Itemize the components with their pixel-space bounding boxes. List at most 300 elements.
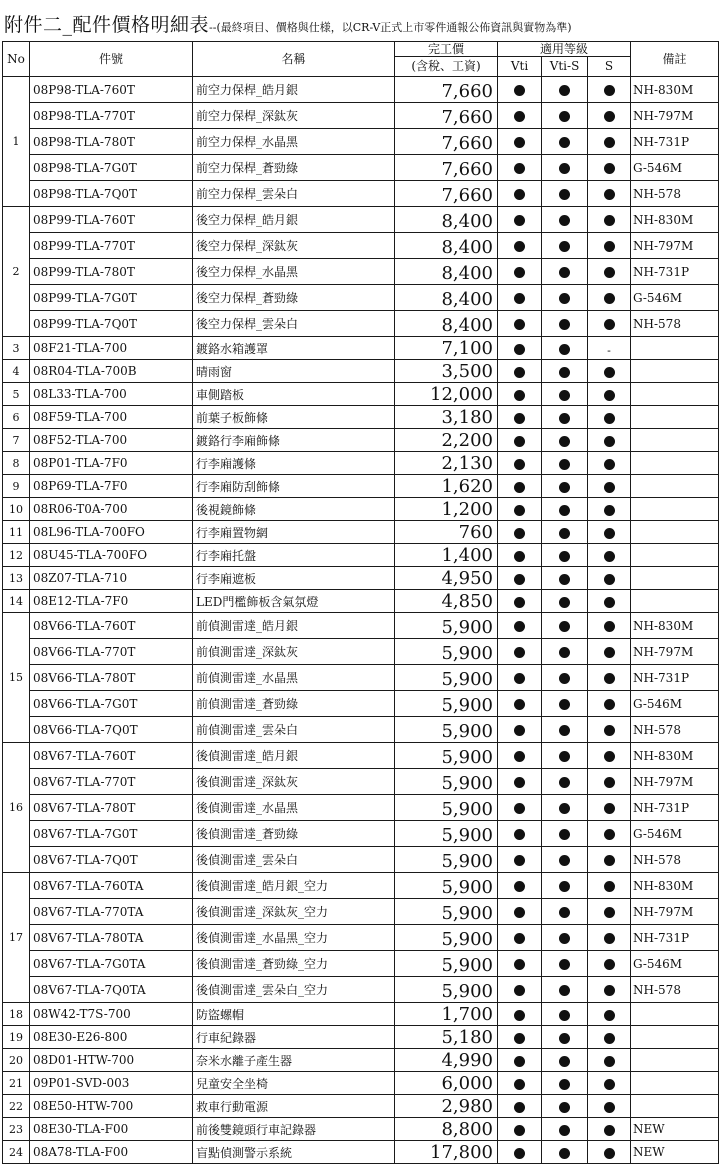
grade-vti-cell bbox=[498, 590, 542, 613]
applicable-dot-icon bbox=[604, 390, 615, 401]
applicable-dot-icon bbox=[604, 829, 615, 840]
grade-s-cell bbox=[588, 337, 631, 360]
grade-vti-cell bbox=[498, 1049, 542, 1072]
part-number: 08V66-TLA-760T bbox=[30, 613, 193, 639]
grade-vtis-cell bbox=[542, 717, 588, 743]
part-number: 08P99-TLA-7Q0T bbox=[30, 311, 193, 337]
grade-s-cell bbox=[588, 1072, 631, 1095]
table-row bbox=[3, 873, 719, 899]
grade-s-cell bbox=[588, 475, 631, 498]
applicable-dot-icon bbox=[514, 551, 525, 562]
grade-vti-cell bbox=[498, 311, 542, 337]
part-name: 前偵測雷達_深鈦灰 bbox=[193, 639, 395, 665]
grade-s-cell bbox=[588, 613, 631, 639]
table-row bbox=[3, 521, 719, 544]
applicable-dot-icon bbox=[559, 390, 570, 401]
color-code-note bbox=[631, 521, 719, 544]
grade-vti-cell bbox=[498, 1003, 542, 1026]
grade-s-cell bbox=[588, 406, 631, 429]
part-name: 前空力保桿_水晶黑 bbox=[193, 129, 395, 155]
table-row bbox=[3, 691, 719, 717]
table-row bbox=[3, 1141, 719, 1164]
header-part: 件號 bbox=[30, 42, 193, 77]
table-row bbox=[3, 360, 719, 383]
applicable-dot-icon bbox=[604, 459, 615, 470]
table-row bbox=[3, 1049, 719, 1072]
header-note: 備註 bbox=[631, 42, 719, 77]
grade-vtis-cell bbox=[542, 925, 588, 951]
applicable-dot-icon bbox=[559, 267, 570, 278]
price-value: 760 bbox=[395, 521, 498, 544]
grade-s-cell bbox=[588, 847, 631, 873]
color-code-note: NH-578 bbox=[631, 311, 719, 337]
color-code-note bbox=[631, 475, 719, 498]
part-name: 行李廂遮板 bbox=[193, 567, 395, 590]
color-code-note bbox=[631, 452, 719, 475]
grade-s-cell bbox=[588, 1049, 631, 1072]
applicable-dot-icon bbox=[604, 1010, 615, 1021]
part-name: 後視鏡飾條 bbox=[193, 498, 395, 521]
price-value: 1,400 bbox=[395, 544, 498, 567]
part-name: 後偵測雷達_皓月銀 bbox=[193, 743, 395, 769]
applicable-dot-icon bbox=[514, 881, 525, 892]
applicable-dot-icon bbox=[559, 881, 570, 892]
grade-vti-cell bbox=[498, 77, 542, 103]
applicable-dot-icon bbox=[514, 189, 525, 200]
row-number: 2 bbox=[3, 207, 30, 337]
color-code-note: NH-797M bbox=[631, 639, 719, 665]
applicable-dot-icon bbox=[559, 137, 570, 148]
part-name: 後偵測雷達_蒼勁綠_空力 bbox=[193, 951, 395, 977]
applicable-dot-icon bbox=[514, 1056, 525, 1067]
grade-s-cell bbox=[588, 129, 631, 155]
applicable-dot-icon bbox=[604, 777, 615, 788]
price-value: 5,900 bbox=[395, 717, 498, 743]
grade-vti-cell bbox=[498, 769, 542, 795]
grade-vti-cell bbox=[498, 383, 542, 406]
applicable-dot-icon bbox=[604, 111, 615, 122]
applicable-dot-icon bbox=[514, 367, 525, 378]
grade-s-cell bbox=[588, 429, 631, 452]
row-number: 8 bbox=[3, 452, 30, 475]
part-name: 晴雨窗 bbox=[193, 360, 395, 383]
document-title bbox=[4, 10, 720, 40]
table-row bbox=[3, 1072, 719, 1095]
grade-vtis-cell bbox=[542, 207, 588, 233]
grade-vtis-cell bbox=[542, 665, 588, 691]
applicable-dot-icon bbox=[559, 1010, 570, 1021]
applicable-dot-icon bbox=[604, 215, 615, 226]
applicable-dot-icon bbox=[559, 647, 570, 658]
price-value: 5,900 bbox=[395, 925, 498, 951]
grade-vtis-cell bbox=[542, 613, 588, 639]
part-number: 08P99-TLA-780T bbox=[30, 259, 193, 285]
applicable-dot-icon bbox=[604, 855, 615, 866]
applicable-dot-icon bbox=[514, 907, 525, 918]
price-value: 7,660 bbox=[395, 129, 498, 155]
part-number: 08V67-TLA-760T bbox=[30, 743, 193, 769]
applicable-dot-icon bbox=[514, 751, 525, 762]
table-row bbox=[3, 544, 719, 567]
applicable-dot-icon bbox=[514, 436, 525, 447]
price-value: 8,400 bbox=[395, 207, 498, 233]
part-name: LED門檻飾板含氣氛燈 bbox=[193, 590, 395, 613]
applicable-dot-icon bbox=[514, 413, 525, 424]
part-number: 08V66-TLA-7G0T bbox=[30, 691, 193, 717]
grade-vti-cell bbox=[498, 821, 542, 847]
grade-s-cell bbox=[588, 1003, 631, 1026]
table-row bbox=[3, 743, 719, 769]
grade-vti-cell bbox=[498, 498, 542, 521]
part-name: 後偵測雷達_水晶黑 bbox=[193, 795, 395, 821]
applicable-dot-icon bbox=[514, 647, 525, 658]
price-value: 8,400 bbox=[395, 233, 498, 259]
part-name: 鍍鉻行李廂飾條 bbox=[193, 429, 395, 452]
color-code-note: NH-578 bbox=[631, 847, 719, 873]
header-grade: 適用等級 bbox=[498, 42, 631, 57]
grade-vti-cell bbox=[498, 1072, 542, 1095]
color-code-note: NH-830M bbox=[631, 613, 719, 639]
price-value: 1,620 bbox=[395, 475, 498, 498]
part-number: 08V66-TLA-770T bbox=[30, 639, 193, 665]
price-value: 7,660 bbox=[395, 103, 498, 129]
grade-s-cell bbox=[588, 1118, 631, 1141]
grade-vtis-cell bbox=[542, 1026, 588, 1049]
table-row bbox=[3, 129, 719, 155]
applicable-dot-icon bbox=[604, 803, 615, 814]
part-name: 前偵測雷達_皓月銀 bbox=[193, 613, 395, 639]
applicable-dot-icon bbox=[604, 574, 615, 585]
applicable-dot-icon bbox=[514, 85, 525, 96]
color-code-note: NH-731P bbox=[631, 665, 719, 691]
applicable-dot-icon bbox=[514, 985, 525, 996]
part-number: 08P99-TLA-7G0T bbox=[30, 285, 193, 311]
color-code-note bbox=[631, 360, 719, 383]
grade-vtis-cell bbox=[542, 769, 588, 795]
part-name: 兒童安全坐椅 bbox=[193, 1072, 395, 1095]
applicable-dot-icon bbox=[514, 829, 525, 840]
applicable-dot-icon bbox=[559, 985, 570, 996]
grade-s-cell bbox=[588, 769, 631, 795]
part-number: 08V66-TLA-7Q0T bbox=[30, 717, 193, 743]
grade-vtis-cell bbox=[542, 452, 588, 475]
price-value: 8,800 bbox=[395, 1118, 498, 1141]
applicable-dot-icon bbox=[514, 1033, 525, 1044]
grade-vti-cell bbox=[498, 1026, 542, 1049]
price-table bbox=[2, 41, 719, 1164]
applicable-dot-icon bbox=[604, 1102, 615, 1113]
grade-vti-cell bbox=[498, 743, 542, 769]
row-number: 6 bbox=[3, 406, 30, 429]
price-value: 6,000 bbox=[395, 1072, 498, 1095]
part-number: 09P01-SVD-003 bbox=[30, 1072, 193, 1095]
grade-vtis-cell bbox=[542, 77, 588, 103]
applicable-dot-icon bbox=[559, 777, 570, 788]
part-number: 08L96-TLA-700FO bbox=[30, 521, 193, 544]
part-number: 08P01-TLA-7F0 bbox=[30, 452, 193, 475]
applicable-dot-icon bbox=[604, 482, 615, 493]
applicable-dot-icon bbox=[514, 482, 525, 493]
part-number: 08P98-TLA-7G0T bbox=[30, 155, 193, 181]
applicable-dot-icon bbox=[604, 985, 615, 996]
applicable-dot-icon bbox=[604, 241, 615, 252]
color-code-note: NH-797M bbox=[631, 233, 719, 259]
part-number: 08V67-TLA-770T bbox=[30, 769, 193, 795]
row-number: 13 bbox=[3, 567, 30, 590]
grade-s-cell bbox=[588, 498, 631, 521]
applicable-dot-icon bbox=[514, 725, 525, 736]
price-value: 5,900 bbox=[395, 769, 498, 795]
price-value: 1,200 bbox=[395, 498, 498, 521]
price-value: 5,900 bbox=[395, 613, 498, 639]
grade-vtis-cell bbox=[542, 821, 588, 847]
applicable-dot-icon bbox=[559, 215, 570, 226]
row-number: 19 bbox=[3, 1026, 30, 1049]
row-number: 10 bbox=[3, 498, 30, 521]
part-number: 08P99-TLA-770T bbox=[30, 233, 193, 259]
table-row bbox=[3, 452, 719, 475]
table-row bbox=[3, 337, 719, 360]
part-number: 08R04-TLA-700B bbox=[30, 360, 193, 383]
grade-s-cell bbox=[588, 925, 631, 951]
applicable-dot-icon bbox=[604, 621, 615, 632]
grade-vtis-cell bbox=[542, 103, 588, 129]
applicable-dot-icon bbox=[514, 111, 525, 122]
applicable-dot-icon bbox=[559, 751, 570, 762]
grade-s-cell bbox=[588, 567, 631, 590]
applicable-dot-icon bbox=[514, 267, 525, 278]
table-row bbox=[3, 717, 719, 743]
applicable-dot-icon bbox=[514, 574, 525, 585]
applicable-dot-icon bbox=[559, 413, 570, 424]
applicable-dot-icon bbox=[559, 933, 570, 944]
part-number: 08V67-TLA-770TA bbox=[30, 899, 193, 925]
applicable-dot-icon bbox=[559, 673, 570, 684]
color-code-note bbox=[631, 1072, 719, 1095]
table-row bbox=[3, 951, 719, 977]
table-row bbox=[3, 977, 719, 1003]
grade-s-cell bbox=[588, 691, 631, 717]
applicable-dot-icon bbox=[604, 293, 615, 304]
part-number: 08V67-TLA-7G0T bbox=[30, 821, 193, 847]
part-name: 前後雙鏡頭行車記錄器 bbox=[193, 1118, 395, 1141]
grade-vti-cell bbox=[498, 717, 542, 743]
color-code-note: NEW bbox=[631, 1141, 719, 1164]
part-name: 後空力保桿_皓月銀 bbox=[193, 207, 395, 233]
applicable-dot-icon bbox=[559, 597, 570, 608]
color-code-note: NH-830M bbox=[631, 743, 719, 769]
grade-vti-cell bbox=[498, 925, 542, 951]
part-number: 08A78-TLA-F00 bbox=[30, 1141, 193, 1164]
color-code-note: G-546M bbox=[631, 155, 719, 181]
row-number: 21 bbox=[3, 1072, 30, 1095]
part-number: 08V67-TLA-760TA bbox=[30, 873, 193, 899]
part-name: 奈米水離子產生器 bbox=[193, 1049, 395, 1072]
applicable-dot-icon bbox=[604, 1056, 615, 1067]
price-value: 4,850 bbox=[395, 590, 498, 613]
grade-vti-cell bbox=[498, 544, 542, 567]
price-value: 5,900 bbox=[395, 899, 498, 925]
part-name: 後偵測雷達_水晶黑_空力 bbox=[193, 925, 395, 951]
color-code-note: G-546M bbox=[631, 821, 719, 847]
grade-vtis-cell bbox=[542, 337, 588, 360]
applicable-dot-icon bbox=[514, 1010, 525, 1021]
grade-vti-cell bbox=[498, 259, 542, 285]
applicable-dot-icon bbox=[514, 621, 525, 632]
price-value: 5,900 bbox=[395, 639, 498, 665]
grade-s-cell bbox=[588, 233, 631, 259]
part-name: 行李廂護條 bbox=[193, 452, 395, 475]
applicable-dot-icon bbox=[514, 215, 525, 226]
part-name: 行李廂置物網 bbox=[193, 521, 395, 544]
part-number: 08F59-TLA-700 bbox=[30, 406, 193, 429]
grade-vtis-cell bbox=[542, 847, 588, 873]
row-number: 7 bbox=[3, 429, 30, 452]
table-row bbox=[3, 77, 719, 103]
price-value: 4,990 bbox=[395, 1049, 498, 1072]
grade-s-cell bbox=[588, 383, 631, 406]
header-row-1 bbox=[3, 42, 719, 57]
grade-vti-cell bbox=[498, 951, 542, 977]
applicable-dot-icon bbox=[559, 1125, 570, 1136]
applicable-dot-icon bbox=[559, 907, 570, 918]
grade-vtis-cell bbox=[542, 521, 588, 544]
color-code-note: G-546M bbox=[631, 691, 719, 717]
grade-vti-cell bbox=[498, 285, 542, 311]
applicable-dot-icon bbox=[604, 725, 615, 736]
applicable-dot-icon bbox=[604, 673, 615, 684]
color-code-note: NH-731P bbox=[631, 795, 719, 821]
price-value: 2,130 bbox=[395, 452, 498, 475]
table-row bbox=[3, 103, 719, 129]
table-row bbox=[3, 475, 719, 498]
color-code-note: NH-578 bbox=[631, 181, 719, 207]
grade-vtis-cell bbox=[542, 977, 588, 1003]
part-number: 08V67-TLA-7Q0T bbox=[30, 847, 193, 873]
price-value: 3,500 bbox=[395, 360, 498, 383]
grade-vti-cell bbox=[498, 977, 542, 1003]
applicable-dot-icon bbox=[604, 699, 615, 710]
price-value: 7,660 bbox=[395, 181, 498, 207]
applicable-dot-icon bbox=[604, 189, 615, 200]
applicable-dot-icon bbox=[604, 933, 615, 944]
grade-s-cell bbox=[588, 207, 631, 233]
grade-vti-cell bbox=[498, 406, 542, 429]
grade-vti-cell bbox=[498, 452, 542, 475]
applicable-dot-icon bbox=[604, 505, 615, 516]
table-row bbox=[3, 429, 719, 452]
color-code-note: NH-797M bbox=[631, 103, 719, 129]
grade-vtis-cell bbox=[542, 743, 588, 769]
table-row bbox=[3, 567, 719, 590]
applicable-dot-icon bbox=[604, 163, 615, 174]
row-number: 15 bbox=[3, 613, 30, 743]
applicable-dot-icon bbox=[514, 459, 525, 470]
applicable-dot-icon bbox=[559, 1148, 570, 1159]
grade-vti-cell bbox=[498, 155, 542, 181]
grade-vti-cell bbox=[498, 475, 542, 498]
grade-vti-cell bbox=[498, 1141, 542, 1164]
price-value: 5,900 bbox=[395, 821, 498, 847]
color-code-note: NH-731P bbox=[631, 925, 719, 951]
grade-vtis-cell bbox=[542, 544, 588, 567]
applicable-dot-icon bbox=[604, 647, 615, 658]
color-code-note bbox=[631, 544, 719, 567]
part-name: 行車紀錄器 bbox=[193, 1026, 395, 1049]
price-value: 5,900 bbox=[395, 795, 498, 821]
grade-s-cell bbox=[588, 899, 631, 925]
applicable-dot-icon bbox=[604, 367, 615, 378]
table-row bbox=[3, 285, 719, 311]
part-name: 後偵測雷達_蒼勁綠 bbox=[193, 821, 395, 847]
part-name: 救車行動電源 bbox=[193, 1095, 395, 1118]
part-name: 前葉子板飾條 bbox=[193, 406, 395, 429]
price-value: 4,950 bbox=[395, 567, 498, 590]
applicable-dot-icon bbox=[514, 699, 525, 710]
part-number: 08V67-TLA-780T bbox=[30, 795, 193, 821]
applicable-dot-icon bbox=[514, 319, 525, 330]
grade-vti-cell bbox=[498, 429, 542, 452]
applicable-dot-icon bbox=[514, 1079, 525, 1090]
color-code-note: NH-797M bbox=[631, 769, 719, 795]
grade-vti-cell bbox=[498, 129, 542, 155]
row-number: 11 bbox=[3, 521, 30, 544]
part-number: 08P98-TLA-780T bbox=[30, 129, 193, 155]
header-vti: Vti bbox=[498, 57, 542, 77]
grade-s-cell bbox=[588, 259, 631, 285]
table-row bbox=[3, 1118, 719, 1141]
grade-vti-cell bbox=[498, 567, 542, 590]
part-number: 08E50-HTW-700 bbox=[30, 1095, 193, 1118]
price-value: 12,000 bbox=[395, 383, 498, 406]
part-number: 08F52-TLA-700 bbox=[30, 429, 193, 452]
grade-vtis-cell bbox=[542, 1118, 588, 1141]
applicable-dot-icon bbox=[604, 1079, 615, 1090]
grade-s-cell bbox=[588, 360, 631, 383]
table-row bbox=[3, 181, 719, 207]
applicable-dot-icon bbox=[514, 597, 525, 608]
grade-vtis-cell bbox=[542, 259, 588, 285]
part-number: 08R06-T0A-700 bbox=[30, 498, 193, 521]
part-name: 行李廂托盤 bbox=[193, 544, 395, 567]
table-row bbox=[3, 233, 719, 259]
grade-vti-cell bbox=[498, 521, 542, 544]
price-value: 8,400 bbox=[395, 259, 498, 285]
table-row bbox=[3, 1026, 719, 1049]
part-name: 後偵測雷達_雲朵白 bbox=[193, 847, 395, 873]
applicable-dot-icon bbox=[514, 1102, 525, 1113]
price-value: 5,900 bbox=[395, 873, 498, 899]
color-code-note bbox=[631, 567, 719, 590]
part-name: 後偵測雷達_深鈦灰_空力 bbox=[193, 899, 395, 925]
color-code-note bbox=[631, 383, 719, 406]
row-number: 16 bbox=[3, 743, 30, 873]
applicable-dot-icon bbox=[604, 881, 615, 892]
applicable-dot-icon bbox=[559, 459, 570, 470]
row-number: 12 bbox=[3, 544, 30, 567]
applicable-dot-icon bbox=[514, 1125, 525, 1136]
grade-vtis-cell bbox=[542, 951, 588, 977]
applicable-dot-icon bbox=[604, 907, 615, 918]
applicable-dot-icon bbox=[559, 621, 570, 632]
color-code-note: NH-797M bbox=[631, 899, 719, 925]
part-name: 車側踏板 bbox=[193, 383, 395, 406]
color-code-note: NH-830M bbox=[631, 77, 719, 103]
color-code-note: G-546M bbox=[631, 285, 719, 311]
grade-vtis-cell bbox=[542, 360, 588, 383]
applicable-dot-icon bbox=[559, 293, 570, 304]
applicable-dot-icon bbox=[604, 85, 615, 96]
